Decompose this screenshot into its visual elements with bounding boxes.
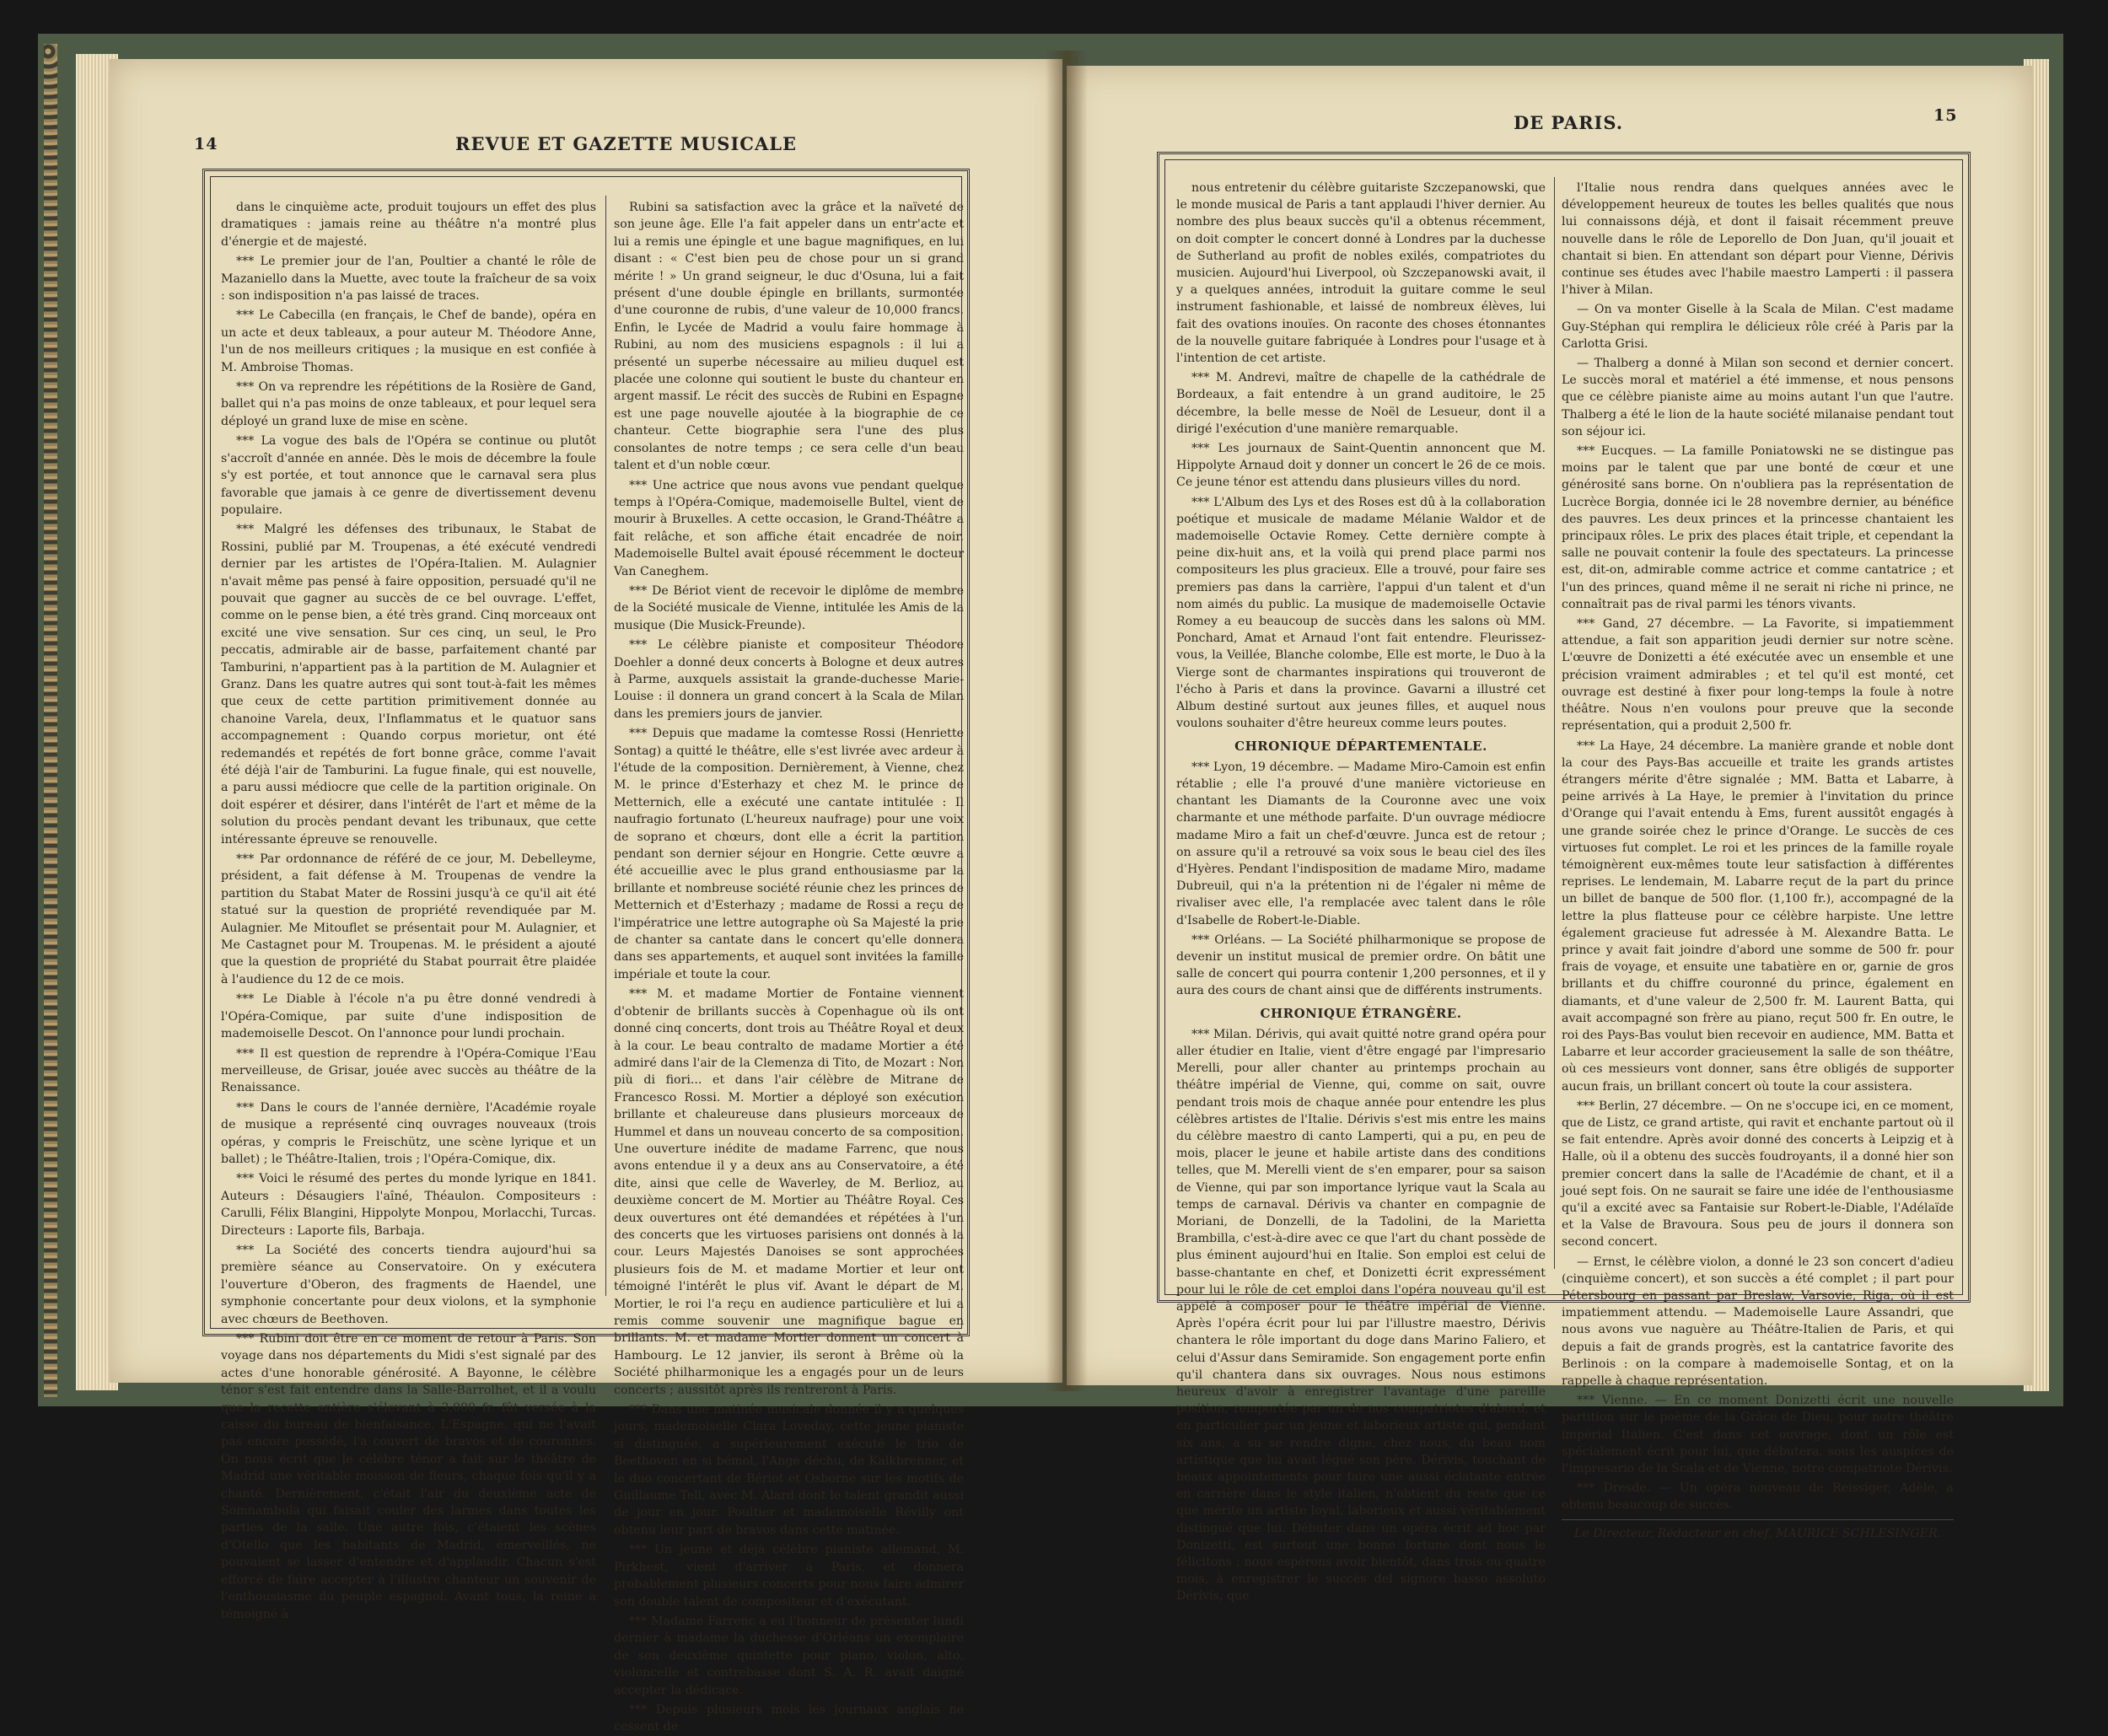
article-paragraph: *** Gand, 27 décembre. — La Favorite, si impatiemment attendue, a fait son apparition jeudi dernier sur notre scène. L'œuvre de Donizetti a été exécutée avec un ensemble et une précision vraiment admirables ; et tel qu'il est monté, cet ouvrage est destiné à fixer pour long-temps la foule à notre théâtre. Nous n'en voulons pour preuve que la seconde représentation, qui a produit 2,500 fr.: [1562, 617, 1954, 734]
article-paragraph: — Ernst, le célèbre violon, a donné le 23 son concert d'adieu (cinquième concert), et son succès a été complet ; il part pour Pétersbourg en passant par Breslaw, Varsovie, Riga, où il est impatiemment attendu. — Mademoiselle Laure Assandri, que nous avons vue naguère au Théâtre-Italien de Paris, et qui depuis a fait de grands progrès, est la cantatrice favorite des Berlinois : on la compare à mademoiselle Sontag, et on la rappelle à chaque représentation.: [1562, 1255, 1954, 1389]
signature-rule: [1562, 1519, 1954, 1520]
article-paragraph: *** La vogue des bals de l'Opéra se continue ou plutôt s'accroît d'année en année. Dès le mois de décembre la foule s'y est portée, et tout annonce que le carnaval sera plus favorable que jamais à ce genre de divertissement devenu populaire.: [221, 434, 596, 517]
article-paragraph: *** Vienne. — En ce moment Donizetti écrit une nouvelle partition sur le poème de la Grâce de Dieu, pour notre théâtre impérial Italien. C'est dans cet ouvrage, dont un rôle est spécialement écrit pour lui, que débutera, sous les auspices de l'impresario de la Scala et de Vienne, notre compatriote Dérivis.: [1562, 1394, 1954, 1476]
article-paragraph: *** La Société des concerts tiendra aujourd'hui sa première séance au Conservatoire. On y exécutera l'ouverture d'Oberon, des fragments de Haendel, une symphonie concertante pour deux violons, et la symphonie avec chœurs de Beethoven.: [221, 1243, 596, 1326]
article-paragraph: *** De Bériot vient de recevoir le diplôme de membre de la Société musicale de Vienne, intitulée les Amis de la musique (Die Musick-Freunde).: [614, 583, 964, 632]
article-paragraph: *** Le célèbre pianiste et compositeur Théodore Doehler a donné deux concerts à Bologne et deux autres à Parme, auxquels assistait la grande-duchesse Marie-Louise : il donnera un grand concert à la Scala de Milan dans les premiers jours de janvier.: [614, 638, 964, 721]
article-paragraph: *** On va reprendre les répétitions de la Rosière de Gand, ballet qui n'a pas moins de onze tableaux, et pour lequel sera déployé un grand luxe de mise en scène.: [221, 380, 596, 428]
article-paragraph: — Thalberg a donné à Milan son second et dernier concert. Le succès moral et matériel a été immense, et nous pensons que ce célèbre pianiste aime au moins autant l'un que l'autre. Thalberg a été le lion de la haute société milanaise pendant tout son séjour ici.: [1562, 357, 1954, 438]
article-paragraph: *** Le premier jour de l'an, Poultier a chanté le rôle de Mazaniello dans la Muette, avec toute la fraîcheur de sa voix : son indisposition n'a pas laissé de traces.: [221, 255, 596, 304]
right-page-header: DE PARIS.: [1514, 112, 1624, 133]
left-page-column-2: [614, 199, 964, 1734]
article-paragraph: *** Un jeune et déjà célèbre pianiste allemand, M. Pirkhest, vient d'arriver à Paris, et donnera probablement plusieurs concerts pour nous faire admirer son double talent de compositeur et d'exécutant.: [614, 1543, 964, 1609]
article-paragraph: *** Depuis que madame la comtesse Rossi (Henriette Sontag) a quitté le théâtre, elle s'est livrée avec ardeur à l'étude de la composition. Dernièrement, à Vienne, chez M. le prince d'Esterhazy et chez M. le prince de Metternich, elle a exécuté une cantate intitulée : Il naufragio fortunato (L'heureux naufrage) pour une voix de soprano et chœurs, dont elle a écrit la partition pendant son dernier séjour en Hongrie. Cette œuvre a été accueillie avec le plus grand enthousiasme par la brillante et nombreuse société réunie chez les princes de Metternich et d'Esterhazy ; madame de Rossi a reçu de l'impératrice une lettre autographe où Sa Majesté la prie de chanter sa cantate dans le concert qu'elle donnera dans ses appartements, et auquel sont invitées la famille impériale et toute la cour.: [614, 727, 964, 981]
article-paragraph: *** Lyon, 19 décembre. — Madame Miro-Camoin est enfin rétablie ; elle l'a prouvé d'une manière victorieuse en chantant les Diamants de la Couronne avec une voix charmante et une méthode parfaite. D'un ouvrage médiocre madame Miro a fait un chef-d'œuvre. Junca est de retour ; on assure qu'il a retrouvé sa voix sous le beau ciel des îles d'Hyères. Pendant l'indisposition de madame Miro, madame Dubreuil, qui n'a la prétention ni de l'égaler ni même de rivaliser avec elle, l'a remplacée avec talent dans le rôle d'Isabelle de Robert-le-Diable.: [1176, 760, 1546, 927]
left-column-rule: [605, 196, 606, 1296]
article-paragraph: *** Dans le cours de l'année dernière, l'Académie royale de musique a représenté cinq ouvrages nouveaux (trois opéras, y compris le Freischütz, une scène lyrique et un ballet) ; le Théâtre-Italien, trois ; l'Opéra-Comique, dix.: [221, 1100, 596, 1166]
article-paragraph: *** Orléans. — La Société philharmonique se propose de devenir un institut musical de premier ordre. On bâtit une salle de concert qui pourra contenir 1,200 personnes, et il y aura des cours de chant ainsi que de différents instruments.: [1176, 932, 1546, 998]
article-paragraph: *** Une actrice que nous avons vue pendant quelque temps à l'Opéra-Comique, mademoiselle Bultel, vient de mourir à Bruxelles. A cette occasion, le Grand-Théâtre a fait relâche, et son affiche était encadrée de noir. Mademoiselle Bultel avait épousé récemment le docteur Van Caneghem.: [614, 478, 964, 578]
article-paragraph: *** Depuis plusieurs mois les journaux anglais ne cessent de: [614, 1702, 964, 1734]
article-paragraph: *** Il est question de reprendre à l'Opéra-Comique l'Eau merveilleuse, de Grisar, jouée avec succès au théâtre de la Renaissance.: [221, 1046, 596, 1095]
article-paragraph: *** M. et madame Mortier de Fontaine viennent d'obtenir de brillants succès à Copenhague où ils ont donné cinq concerts, dont trois au Théâtre Royal et deux à la cour. Le beau contralto de madame Mortier a été admiré dans l'air de la Clemenza di Tito, de Mozart : Non più di fiori... et dans l'air célèbre de Mitrane de Francesco Rossi. M. Mortier a déployé son exécution brillante et chaleureuse dans plusieurs morceaux de Hummel et dans un nouveau concerto de sa composition. Une ouverture inédite de madame Farrenc, que nous avons entendue il y a deux ans au Conservatoire, a été dite, ainsi que celle de Waverley, de M. Berlioz, au deuxième concert de M. Mortier au Théâtre Royal. Ces deux ouvertures ont été demandées et répétées à l'un des concerts que les virtuoses parisiens ont donnés à la cour. Leurs Majestés Danoises se sont approchées plusieurs fois de M. et madame Mortier et leur ont témoigné l'intérêt le plus vif. Avant le départ de M. Mortier, le roi l'a reçu en audience particulière et lui a remis comme souvenir une magnifique bague en brillants. M. et madame Mortier donnent un concert à Hambourg. Le 12 janvier, ils seront à Brême où la Société philharmonique les a engagés pour un de leurs concerts ; aussitôt après ils rentreront à Paris.: [614, 987, 964, 1397]
editor-signature: Le Directeur, Rédacteur en chef, MAURICE SCHLESINGER.: [1573, 1526, 1942, 1540]
article-paragraph: nous entretenir du célèbre guitariste Szczepanowski, que le monde musical de Paris a tant applaudi l'hiver dernier. Au nombre des plus beaux succès qu'il a obtenus récemment, on doit compter le concert donné à Londres par la duchesse de Sutherland au profit de nobles exilés, compatriotes du musicien. Aujourd'hui Liverpool, où Szczepanowski avait, il y a quelques années, introduit la guitare comme le seul instrument fashionable, et laissé de nombreux élèves, lui fait des ovations inouïes. On raconte des choses étonnantes de la nouvelle guitare fabriquée à Londres pour l'usage et à l'intention de cet artiste.: [1176, 181, 1546, 366]
article-paragraph: *** L'Album des Lys et des Roses est dû à la collaboration poétique et musicale de madame Mélanie Waldor et de mademoiselle Octavie Romey. Cette dernière compte à peine dix-huit ans, et la voilà qui prend place parmi nos compositeurs les plus gracieux. Elle a trouvé, pour faire ses premiers pas dans la carrière, l'appui d'un talent et d'un nom aimés du public. La musique de mademoiselle Octavie Romey a eu beaucoup de succès dans les salons où MM. Ponchard, Amat et Arnaud l'ont fait entendre. Fleurissez-vous, la Veillée, Blanche colombe, Elle est morte, le Duo à la Vierge sont de charmantes inspirations qui trouveront de l'écho à Paris et dans la province. Gavarni a illustré cet Album destiné surtout aux jeunes filles, et auquel nous voulons souhaiter d'être heureux comme leurs poutes.: [1176, 495, 1546, 731]
article-paragraph: *** Dans une matinée musicale donnée il y a quelques jours, mademoiselle Clara Loveday, cette jeune pianiste si distinguée, a supérieurement exécuté le trio de Beethoven en si bémol, l'Ange déchu, de Kalkbrenner, et le duo concertant de Bériot et Osborne sur les motifs de Guillaume Tell, avec M. Alard dont le talent grandit aussi de jour en jour. Poultier et mademoiselle Révilly ont obtenu leur part de bravos dans cette matinée.: [614, 1403, 964, 1537]
article-paragraph: dans le cinquième acte, produit toujours un effet des plus dramatiques : jamais reine au théâtre n'a montré plus d'énergie et de majesté.: [221, 201, 596, 249]
article-paragraph: *** Le Cabecilla (en français, le Chef de bande), opéra en un acte et deux tableaux, a pour auteur M. Théodore Anne, l'un de nos meilleurs critiques ; la musique en est confiée à M. Ambroise Thomas.: [221, 309, 596, 374]
article-paragraph: *** Milan. Dérivis, qui avait quitté notre grand opéra pour aller étudier en Italie, vient d'être engagé par l'impresario Merelli, pour aller chanter au printemps prochain au théâtre impérial de Vienne, qui, comme on sait, ouvre pendant trois mois de chaque année pour entendre les plus célèbres artistes de l'Italie. Dérivis s'est mis entre les mains du célèbre maestro di canto Lamperti, qui a pu, en peu de mois, placer le jeune et habile artiste dans des conditions telles, que M. Merelli vient de s'en emparer, pour sa saison de Vienne, qui par son importance lyrique vaut la Scala au temps de carnaval. Dérivis va chanter en compagnie de Moriani, de Donzelli, de la Tadolini, de la Marietta Brambilla, c'est-à-dire avec ce que l'art du chant possède de plus éminent aujourd'hui en Italie. Son emploi est celui de basse-chantante en chef, et Donizetti écrit expressément pour lui le rôle de cet emploi dans l'opéra nouveau qu'il est appelé à composer pour le théâtre impérial de Vienne. Après l'opéra écrit pour lui par l'illustre maestro, Dérivis chantera le rôle important du doge dans Marino Faliero, et celui d'Assur dans Semiramide. Son engagement porte enfin qu'il chantera dans six ouvrages. Nous nous estimons heureux d'avoir à enregistrer l'avantage d'une pareille position, remportée par un de nos compatriotes d'abord, et en particulier par un jeune et laborieux artiste qui, pendant six ans, a su se rendre digne, chez nous, du beau nom artistique que lui avait légué son père. Dérivis, touchant de beaux appointements pour faire une aussi éclatante entrée en carrière dans le style italien, n'obtient du reste que ce que mérite un artiste loyal, laborieux et aussi véritablement distingué que lui. Débuter dans un opéra écrit ad hoc par Donizetti, est surtout une bonne fortune dont nous le félicitons ; nous espérons avoir bientôt, dans trois ou quatre mois, à enregistrer le succès del signore basso assoluto Dérivis, que: [1176, 1027, 1546, 1604]
article-paragraph: Rubini sa satisfaction avec la grâce et la naïveté de son jeune âge. Elle l'a fait appeler dans un entr'acte et lui a remis une épingle et une bague magnifiques, en lui disant : « C'est bien peu de chose pour un si grand mérite ! » Un grand seigneur, le duc d'Osuna, lui a fait présent d'une double épingle en brillants, surmontée d'une couronne de rubis, d'une valeur de 10,000 francs. Enfin, le Lycée de Madrid a voulu faire hommage à Rubini, au nom des musiciens espagnols : il lui a présenté un superbe nécessaire au milieu duquel est placée une colonne qui soutient le buste du chanteur en argent massif. Le récit des succès de Rubini en Espagne est une page nouvelle ajoutée à la biographie de ce chanteur. Cette biographie sera l'une des plus consolantes de notre temps ; ce sera celle d'un beau talent et d'un noble cœur.: [614, 201, 964, 473]
article-paragraph: *** La Haye, 24 décembre. La manière grande et noble dont la cour des Pays-Bas accueille et traite les grands artistes étrangers mérite d'être signalée ; MM. Batta et Labarre, à peine arrivés à La Haye, le premier à l'invitation du prince d'Orange qui l'avait entendu à Ems, furent aussitôt engagés à une grande soirée chez le prince d'Orange. Le succès de ces virtuoses fut complet. Le roi et les princes de la famille royale témoignèrent eux-mêmes toute leur satisfaction à différentes reprises. Le lendemain, M. Labarre reçut de la part du prince un billet de banque de 500 flor. (1,100 fr.), accompagné de la lettre la plus flatteuse pour ce célèbre harpiste. Une lettre également gracieuse fut adressée à M. Alexandre Batta. Le prince y avait fait joindre d'abord une somme de 500 fr. pour frais de voyage, et ensuite une tabatière en or, garnie de gros brillants et du chiffre couronné du prince, également en diamants, et d'une valeur de 2,500 fr. M. Laurent Batta, qui avait accompagné son frère au piano, reçut 500 fr. En outre, le roi des Pays-Bas voulut bien recevoir en audience, MM. Batta et Labarre et leur accorder gracieusement la salle de son théâtre, où ces messieurs vont donner, sans être obligés de supporter aucun frais, un brillant concert où toute la cour assistera.: [1562, 739, 1954, 1094]
right-page-column-1: [1176, 180, 1546, 1604]
article-paragraph: *** Rubini doit être en ce moment de retour à Paris. Son voyage dans nos départements du Midi s'est signalé par des actes d'une honorable générosité. A Bayonne, le célèbre ténor s'est fait entendre dans la Salle-Barrolhet, et il a voulu que la recette entière s'élevant à 3,000 fr. fût versée à la caisse du bureau de bienfaisance. L'Espagne, qui ne l'avait pas encore possédé, l'a couvert de bravos et de couronnes. On nous écrit que le célèbre ténor a fait sur le théâtre de Madrid une véritable moisson de fleurs, chaque fois qu'il y a chanté. Dernièrement, c'était l'air du deuxième acte de Somnambula qui faisait couler des larmes dans toutes les parties de la salle. Une autre fois, c'étaient les scènes d'Otello que les habitants de Madrid, émerveillés, ne pouvaient se lasser d'entendre et d'applaudir. Chacun s'est efforcé de faire accepter à l'illustre chanteur un souvenir de l'enthousiasme du peuple espagnol. Avant tous, la reine a témoigné à: [221, 1332, 596, 1621]
right-column-rule: [1554, 177, 1555, 1269]
article-paragraph: *** Eucques. — La famille Poniatowski ne se distingue pas moins par le talent que par une bonté de cœur et une générosité sans borne. On n'oubliera pas la représentation de Lucrèce Borgia, donnée ici le 28 novembre dernier, au bénéfice des pauvres. Les deux princes et la princesse chantaient les principaux rôles. Le prix des places était triple, et cependant la salle ne pouvait contenir la foule des spectateurs. La princesse est, dit-on, admirable comme actrice et comme cantatrice ; et l'un des princes, quand même il ne serait ni riche ni prince, ne connaîtrait pas de rival parmi les ténors vivants.: [1562, 444, 1954, 611]
marbled-edge: [44, 44, 57, 1397]
article-paragraph: *** M. Andrevi, maître de chapelle de la cathédrale de Bordeaux, a fait entendre à un grand auditoire, le 25 décembre, la belle messe de Noël de Lesueur, dont il a dirigé l'exécution d'une manière remarquable.: [1176, 371, 1546, 436]
article-paragraph: l'Italie nous rendra dans quelques années avec le développement heureux de toutes les belles qualités que nous lui connaissons déjà, et dont il faisait récemment preuve nouvelle dans le rôle de Leporello de Don Juan, qu'il jouait et chantait si bien. En attendant son départ pour Vienne, Dérivis continue ses études avec l'habile maestro Lamperti : il passera l'hiver à Milan.: [1562, 181, 1954, 298]
article-paragraph: *** Berlin, 27 décembre. — On ne s'occupe ici, en ce moment, que de Listz, ce grand artiste, qui ravit et enchante partout où il se fait entendre. Après avoir donné des concerts à Leipzig et à Halle, où il a obtenu des succès foudroyants, il a donné hier son premier concert dans la salle de l'Académie de chant, et il a joué sept fois. On ne saurait se faire une idée de l'enthousiasme qu'il a excité avec sa Fantaisie sur Robert-le-Diable, l'Adélaïde et la Valse de Bravoura. Sous peu de jours il donnera son second concert.: [1562, 1099, 1954, 1250]
article-paragraph: *** Voici le résumé des pertes du monde lyrique en 1841. Auteurs : Désaugiers l'aîné, Théaulon. Compositeurs : Carulli, Félix Blangini, Hippolyte Monpou, Morlacchi, Turcas. Directeurs : Laporte fils, Barbaja.: [221, 1172, 596, 1238]
left-page-number: 14: [194, 135, 218, 153]
left-page-column-1: [221, 199, 596, 1621]
right-page-column-2: [1562, 180, 1954, 1540]
right-page-number: 15: [1933, 106, 1958, 125]
section-heading: CHRONIQUE DÉPARTEMENTALE.: [1234, 738, 1487, 754]
section-heading: CHRONIQUE ÉTRANGÈRE.: [1260, 1005, 1462, 1021]
left-page-header: REVUE ET GAZETTE MUSICALE: [455, 133, 798, 154]
article-paragraph: *** Le Diable à l'école n'a pu être donné vendredi à l'Opéra-Comique, par suite d'une indisposition de mademoiselle Descot. On l'annonce pour lundi prochain.: [221, 992, 596, 1041]
article-paragraph: *** Par ordonnance de référé de ce jour, M. Debelleyme, président, a fait défense à M. Troupenas de vendre la partition du Stabat Mater de Rossini jusqu'à ce qu'il ait été statué sur la question de propriété revendiquée par M. Aulagnier. Me Mitouflet se présentait pour M. Aulagnier, et Me Castagnet pour M. Troupenas. M. le président a ajouté que la question de propriété du Stabat pourrait être plaidée à l'audience du 12 de ce mois.: [221, 852, 596, 986]
article-paragraph: *** Madame Farrenc a eu l'honneur de présenter lundi dernier à madame la duchesse d'Orléans un exemplaire de son deuxième quintette pour piano, violon, alto, violoncelle et contrebasse dont S. A. R. avait daigné accepter la dédicace.: [614, 1614, 964, 1697]
article-paragraph: *** Les journaux de Saint-Quentin annoncent que M. Hippolyte Arnaud doit y donner un concert le 26 de ce mois. Ce jeune ténor est attendu dans plusieurs villes du nord.: [1176, 442, 1546, 490]
article-paragraph: — On va monter Giselle à la Scala de Milan. C'est madame Guy-Stéphan qui remplira le délicieux rôle créé à Paris par la Carlotta Grisi.: [1562, 303, 1954, 351]
article-paragraph: *** Malgré les défenses des tribunaux, le Stabat de Rossini, publié par M. Troupenas, a été exécuté vendredi dernier par les artistes de l'Opéra-Italien. M. Aulagnier n'avait même pas pensé à faire opposition, persuadé qu'il ne pouvait que gagner au succès de ce bel ouvrage. L'effet, comme on le pense bien, a été très grand. Cinq morceaux ont excité une vive sensation. Sur ces cinq, un seul, le Pro peccatis, admirable air de basse, parfaitement chanté par Tamburini, n'appartient pas à la partition de M. Aulagnier et Granz. Dans les quatre autres qui sont tout-à-fait les mêmes que ceux de cette partition primitivement donnée au chanoine Varela, deux, l'Inflammatus et le quatuor sans accompagnement : Quando corpus morietur, ont été redemandés et repétés de fort bonne grâce, comme l'avait été déjà l'air de Tamburini. La fugue finale, qui est nouvelle, a paru aussi médiocre que celle de la partition originale. On doit espérer et désirer, dans l'intérêt de l'art et même de la solution du procès pendant devant les tribunaux, que cette intéressante épreuve se renouvelle.: [221, 523, 596, 847]
article-paragraph: *** Dresde. — Un opéra nouveau de Reissiger, Adèle, a obtenu beaucoup de succès.: [1562, 1481, 1954, 1513]
book-gutter: [1046, 51, 1088, 1391]
